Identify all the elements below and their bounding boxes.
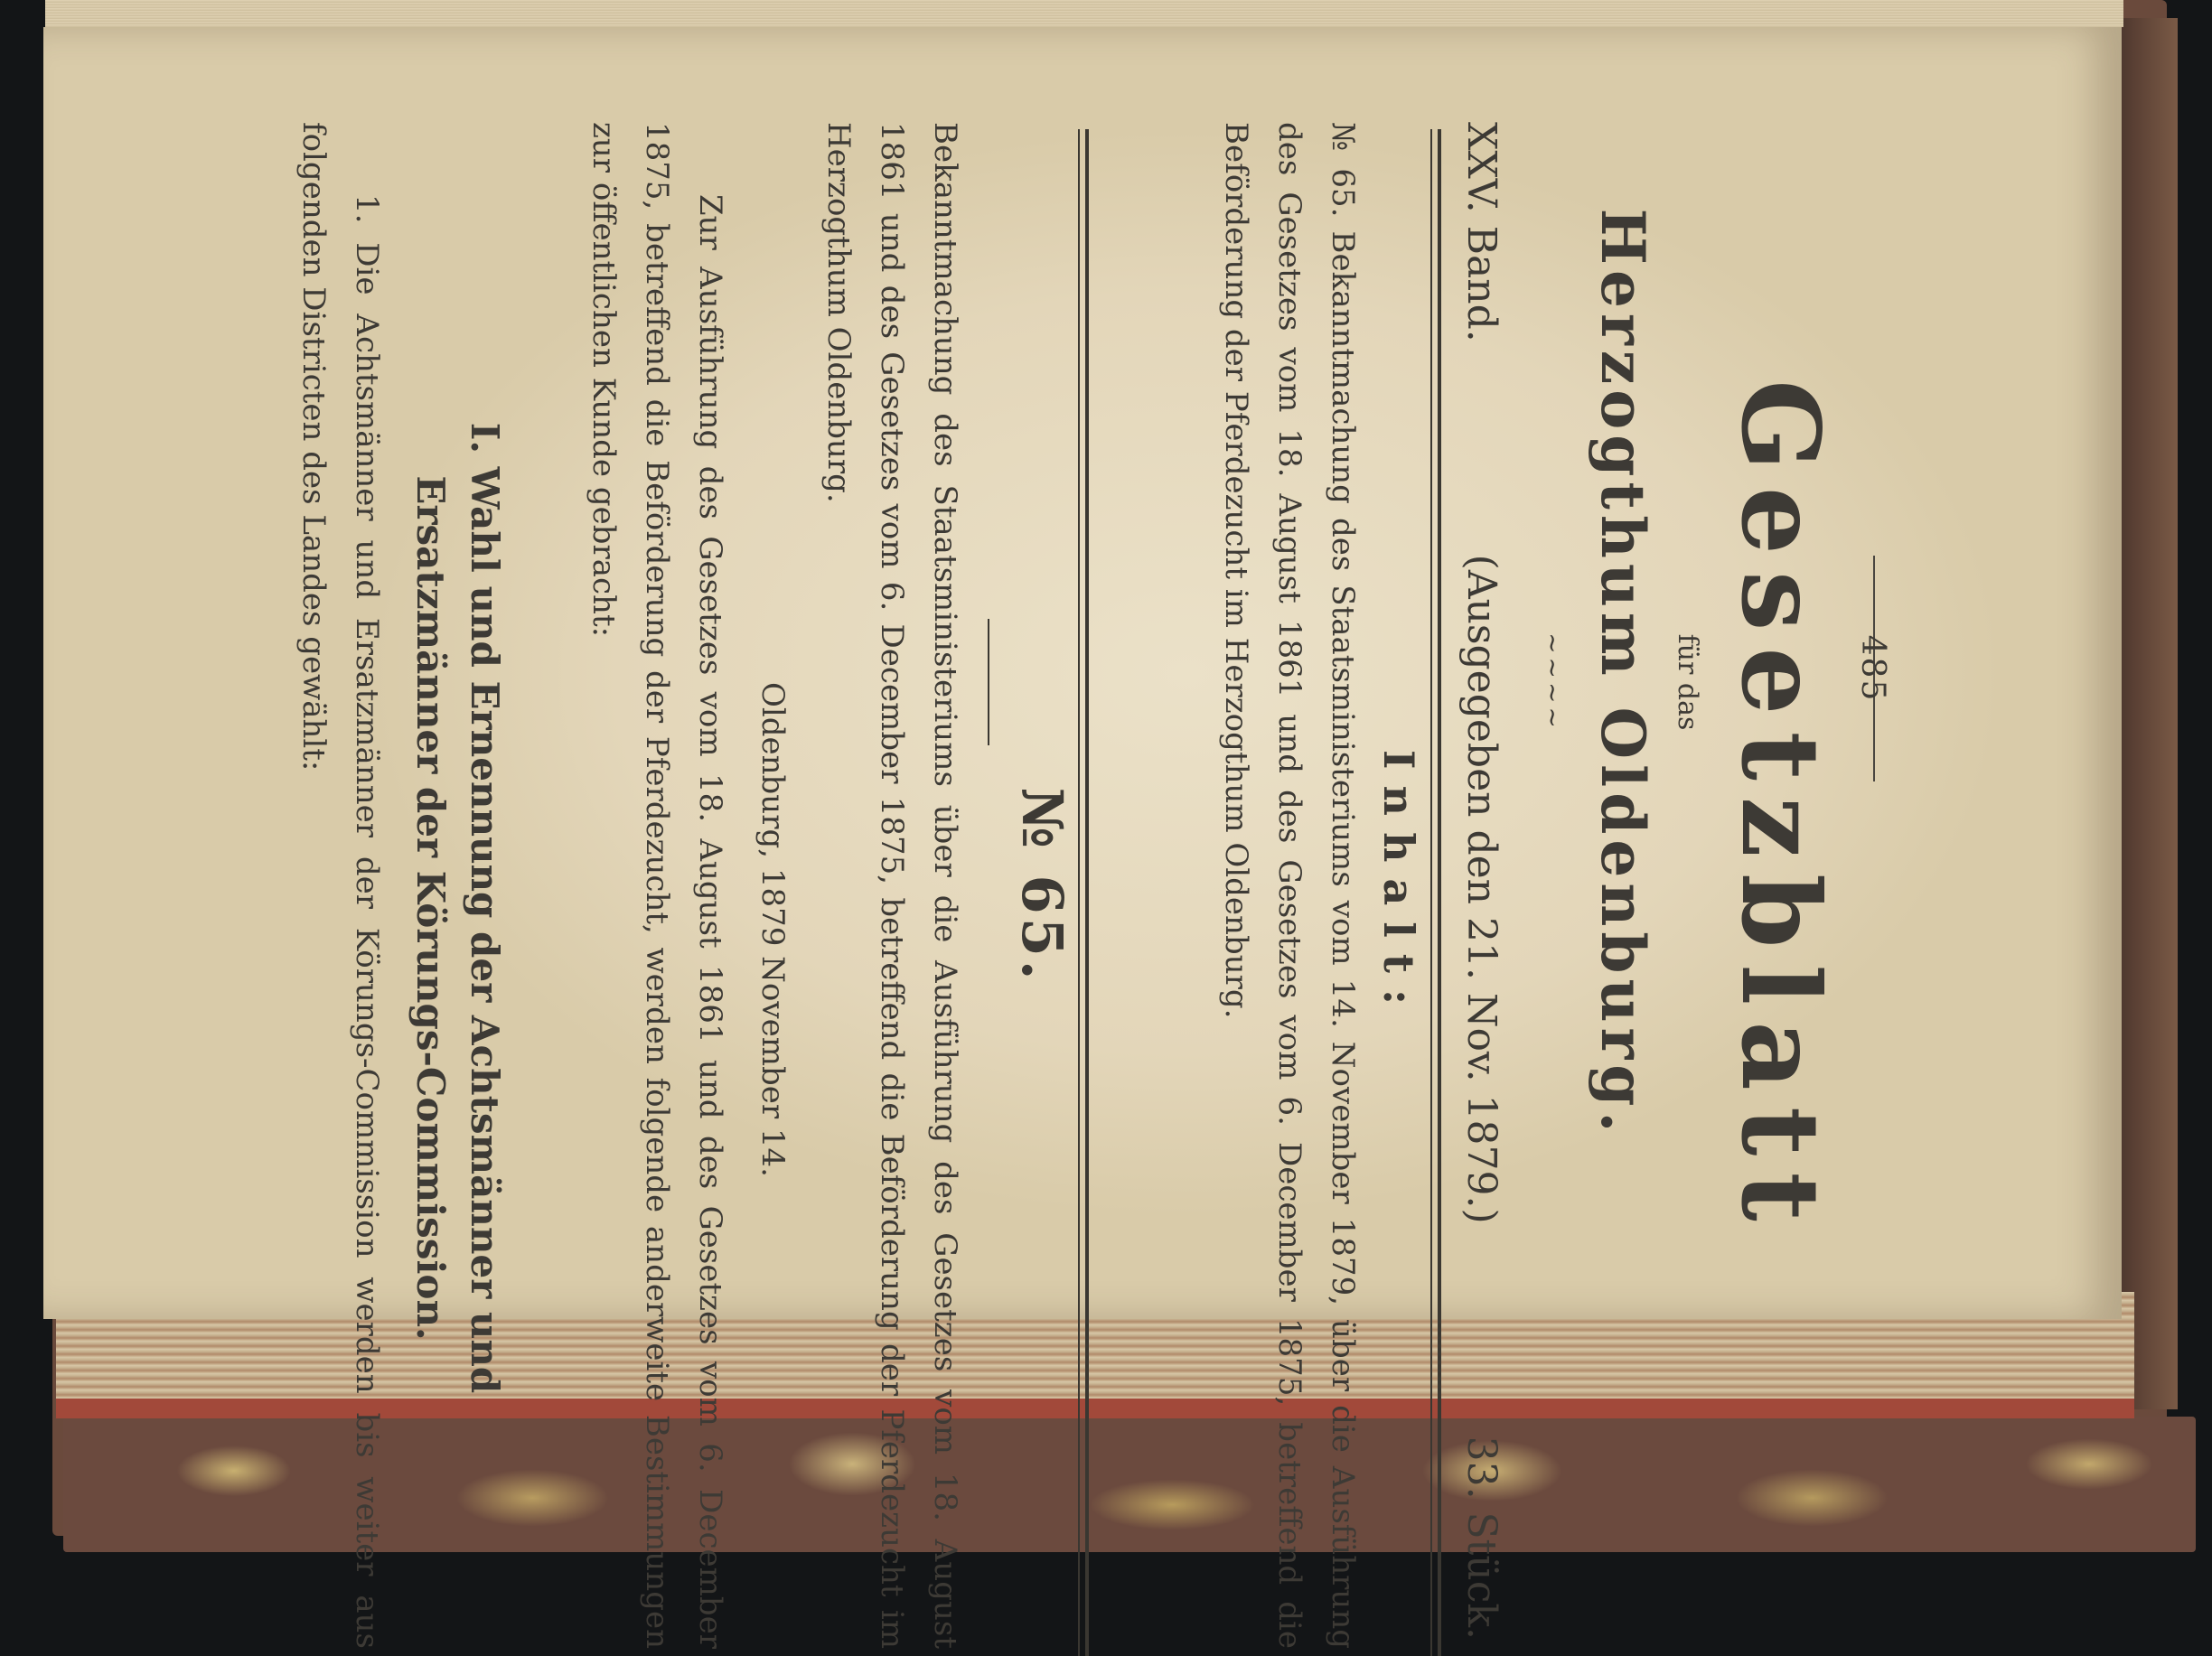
section-heading-line-1: I. Wahl und Ernennung der Achtsmänner und [463,422,507,1394]
ornament-divider: ~~~~ [1538,632,1568,732]
body-text: Zur Ausführung des Gesetzes vom 18. August 1861 und des Gesetzes vom 6. December 1875, betreffend die Beförderung der Pferdezucht, werden folgende anderweite Bestimmungen zur öffentlichen Kunde gebracht: [586,122,728,1649]
title-connector: für das [1672,633,1703,731]
contents-text: № 65. Bekanntmachung des Staatsministeriums vom 14. November 1879, über die Ausführung des Gesetzes vom 18. August 1861 und des Gesetzes vom 6. December 1875, betreffend die Beförderung der Pferdezucht im Herzogthum Oldenburg. [1218,122,1361,1649]
date-line: Oldenburg, 1879 November 14. [755,682,791,1177]
page-subtitle: Herzogthum Oldenburg. [1588,208,1658,1138]
page-stack-top [45,0,2123,27]
piece-number: 33. Stück. [1458,1436,1504,1640]
short-rule [988,619,989,745]
double-rule-top [1430,129,1441,1656]
rotated-page-content [212,122,1929,1649]
section-heading-line-2: Ersatzmänner der Körungs-Commission. [408,475,453,1341]
issue-date: (Ausgegeben den 21. Nov. 1879.) [1458,554,1504,1224]
section-text: 1. Die Achtsmänner und Ersatzmänner der Körungs-Commission werden bis weiter aus folgenden Districten des Landes gewählt: [295,122,385,1649]
number-heading: № 65. [1009,787,1075,984]
issue-line [1458,122,1504,1640]
contents-heading: Inhalt: [1374,750,1423,1021]
double-rule-bottom [1078,129,1089,1656]
page-title: Gesetzblatt [1718,379,1843,1238]
announcement-text: Bekanntmachung des Staatsministeriums über die Ausführung des Gesetzes vom 18. August 1861 und des Gesetzes vom 6. December 1875, betreffend die Beförderung der Pferdezucht im Herzogthum Oldenburg. [820,122,963,1649]
volume-label: XXV. Band. [1458,122,1504,342]
page-number: 485 [1873,556,1929,781]
